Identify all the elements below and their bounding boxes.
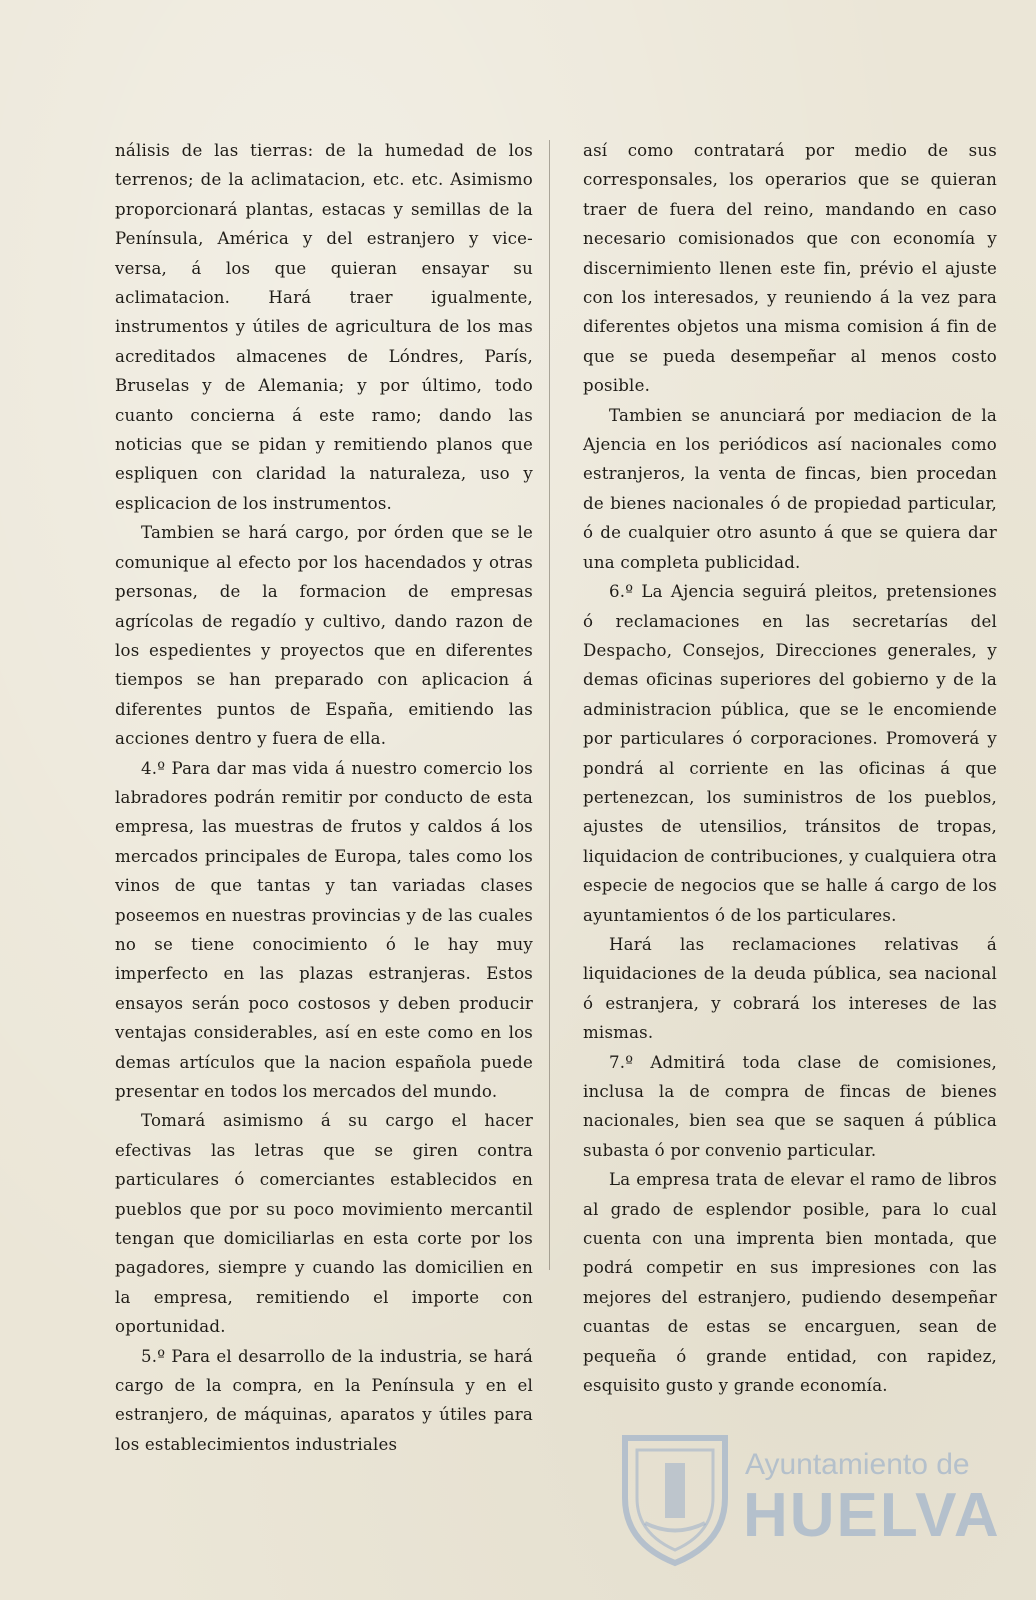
left-column (115, 136, 533, 1459)
watermark-line1: Ayuntamiento de (745, 1448, 970, 1481)
city-seal-icon (615, 1418, 735, 1568)
paragraph: nálisis de las tierras: de la humedad de los terrenos; de la aclimatacion, etc. etc. Asimismo proporcionará plantas, estacas y semillas de la Península, América y del estranjero y vice-versa, á los que quieran ensayar su aclimatacion. Hará traer igualmente, instrumentos y útiles de agricultura de los mas acreditados almacenes de Lóndres, París, Bruselas y de Alemania; y por último, todo cuanto concierna á este ramo; dando las noticias que se pidan y remitiendo planos que espliquen con claridad la naturaleza, uso y esplicacion de los instrumentos. (115, 141, 533, 513)
watermark-line2: HUELVA (743, 1481, 1001, 1550)
ayuntamiento-watermark (615, 1418, 1015, 1568)
paragraph: 4.º Para dar mas vida á nuestro comercio los labradores podrán remitir por conducto de esta empresa, las muestras de frutos y caldos á los mercados principales de Europa, tales como los vinos de que tantas y tan variadas clases poseemos en nuestras provincias y de las cuales no se tiene conocimiento ó le hay muy imperfecto en las plazas estranjeras. Estos ensayos serán poco costosos y deben producir ventajas considerables, así en este como en los demas artículos que la nacion española puede presentar en todos los mercados del mundo. (115, 758, 533, 1101)
paragraph: 7.º Admitirá toda clase de comisiones, inclusa la de compra de fincas de bienes nacionales, bien sea que se saquen á pública subasta ó por convenio particular. (583, 1052, 997, 1160)
paragraph: así como contratará por medio de sus corresponsales, los operarios que se quieran traer de fuera del reino, mandando en caso necesario comisionados que con economía y discernimiento llenen este fin, prévio el ajuste con los interesados, y reuniendo á la vez para diferentes objetos una misma comision á fin de que se pueda desempeñar al menos costo posible. (583, 141, 997, 396)
right-column (583, 136, 997, 1400)
column-divider (549, 140, 550, 1270)
paragraph: La empresa trata de elevar el ramo de libros al grado de esplendor posible, para lo cual cuenta con una imprenta bien montada, que podrá competir en sus impresiones con las mejores del estranjero, pudiendo desempeñar cuantas de estas se encarguen, sean de pequeña ó grande entidad, con rapidez, esquisito gusto y grande economía. (583, 1170, 997, 1396)
paragraph: Hará las reclamaciones relativas á liquidaciones de la deuda pública, sea nacional ó estranjera, y cobrará los intereses de las mismas. (583, 934, 997, 1043)
paragraph: Tomará asimismo á su cargo el hacer efectivas las letras que se giren contra particulares ó comerciantes establecidos en pueblos que por su poco movimiento mercantil tengan que domiciliarlas en esta corte por los pagadores, siempre y cuando las domicilien en la empresa, remitiendo el importe con oportunidad. (115, 1111, 533, 1337)
paragraph: Tambien se hará cargo, por órden que se le comunique al efecto por los hacendados y otras personas, de la formacion de empresas agrícolas de regadío y cultivo, dando razon de los espedientes y proyectos que en diferentes tiempos se han preparado con aplicacion á diferentes puntos de España, emitiendo las acciones dentro y fuera de ella. (115, 523, 533, 749)
paragraph: Tambien se anunciará por mediacion de la Ajencia en los periódicos así nacionales como estranjeros, la venta de fincas, bien procedan de bienes nacionales ó de propiedad particular, ó de cualquier otro asunto á que se quiera dar una completa publicidad. (583, 405, 997, 572)
paragraph: 5.º Para el desarrollo de la industria, se hará cargo de la compra, en la Península y en el estranjero, de máquinas, aparatos y útiles para los establecimientos industriales (115, 1346, 533, 1454)
paragraph: 6.º La Ajencia seguirá pleitos, pretensiones ó reclamaciones en las secretarías del Despacho, Consejos, Direcciones generales, y demas oficinas superiores del gobierno y de la administracion pública, que se le encomiende por particulares ó corporaciones. Promoverá y pondrá al corriente en las oficinas á que pertenezcan, los suministros de los pueblos, ajustes de utensilios, tránsitos de tropas, liquidacion de contribuciones, y cualquiera otra especie de negocios que se halle á cargo de los ayuntamientos ó de los particulares. (583, 582, 997, 925)
